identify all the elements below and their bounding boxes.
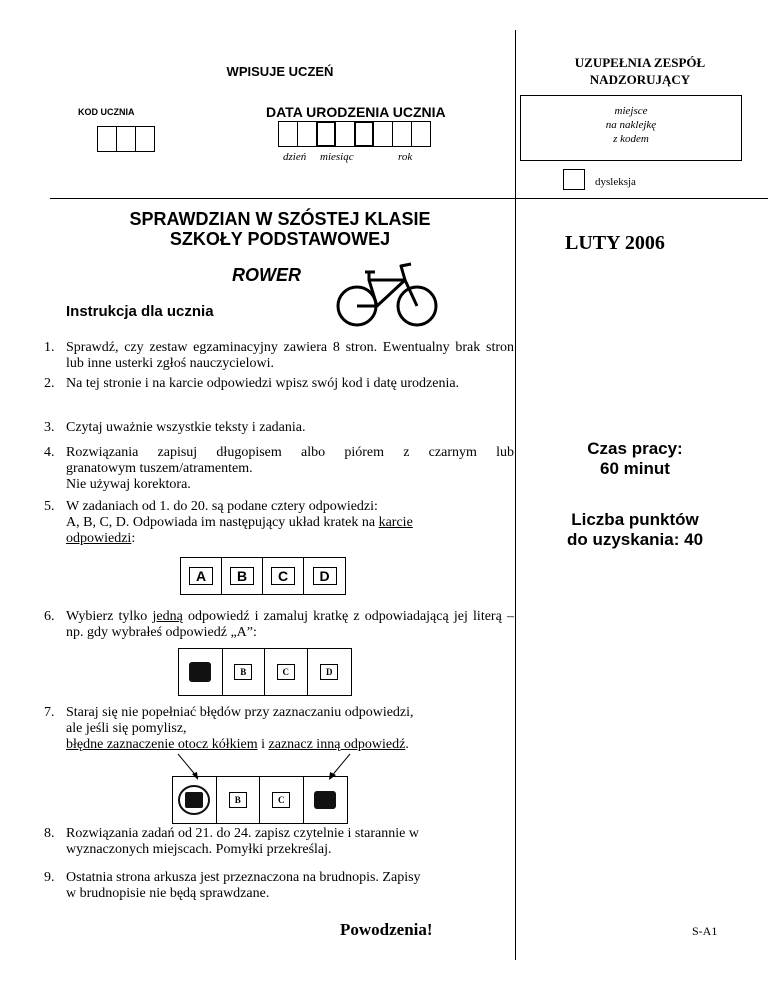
sheet-code: S-A1 (692, 924, 718, 938)
instruction-item-2: 2. Na tej stronie i na karcie odpowiedzi wpisz swój kod i datę urodzenia. (44, 376, 460, 391)
answer-grid-sample (180, 557, 346, 595)
filled-box-d (314, 791, 336, 809)
instruction-item-1: 1. Sprawdź, czy zestaw egzaminacyjny zawiera 8 stron. Ewentualny brak stron lub inne usterki zgłoś nauczycielowi. (44, 340, 514, 371)
instruction-item-4: 4. Rozwiązania zapisuj długopisem albo piórem z czarnym lub granatowym tuszem/atramentem. Nie używaj korektora. (44, 445, 514, 492)
answer-box-d: D (320, 664, 338, 680)
circled-filled-box-a (176, 783, 212, 817)
answer-cell (263, 558, 304, 594)
dyslexia-label: dysleksja (595, 176, 636, 188)
year-hint: rok (398, 151, 413, 163)
max-points: Liczba punktów do uzyskania: 40 (566, 510, 704, 549)
instruction-item-6: 6. Wybierz tylko jedną odpowiedź i zamaluj kratkę z odpowiadającą jej literą – np. gdy wybrałeś odpowiedź „A”: (44, 609, 514, 640)
date-box[interactable] (335, 121, 355, 147)
answer-cell (181, 558, 222, 594)
answer-cell (222, 558, 263, 594)
exam-time: Czas pracy: 60 minut (587, 439, 683, 478)
date-box[interactable] (297, 121, 317, 147)
date-box[interactable] (354, 121, 374, 147)
sticker-line2: na naklejkę (605, 119, 657, 131)
answer-box-b: B (234, 664, 252, 680)
day-hint: dzień (283, 151, 307, 163)
answer-cell (304, 558, 345, 594)
answer-box-c: C (277, 664, 295, 680)
team-fills-line1: UZUPEŁNIA ZESPÓŁ (574, 55, 706, 70)
sticker-line3: z kodem (613, 133, 649, 145)
answer-cell (217, 777, 261, 823)
vertical-divider (515, 30, 516, 960)
answer-box-c: C (272, 792, 290, 808)
code-box[interactable] (135, 126, 155, 152)
exam-title (80, 209, 480, 249)
good-luck-text: Powodzenia! (340, 920, 433, 939)
team-fills-line2: NADZORUJĄCY (589, 72, 691, 87)
code-box[interactable] (97, 126, 117, 152)
date-box[interactable] (411, 121, 431, 147)
student-fills-heading: WPISUJE UCZEŃ (226, 64, 334, 79)
date-box[interactable] (373, 121, 393, 147)
answer-box-d: D (313, 567, 337, 585)
answer-cell (173, 777, 217, 823)
instructions-heading: Instrukcja dla ucznia (66, 303, 214, 320)
birth-date-label: DATA URODZENIA UCZNIA (266, 104, 446, 120)
instruction-item-3: 3. Czytaj uważnie wszystkie teksty i zadania. (44, 420, 306, 435)
answer-box-a: A (189, 567, 213, 585)
bicycle-icon (335, 260, 439, 328)
instruction-item-9: 9. Ostatnia strona arkusza jest przeznaczona na brudnopis. Zapisy w brudnopisie nie będą sprawdzane. (44, 870, 421, 901)
horizontal-divider (50, 198, 768, 199)
exam-topic: ROWER (232, 265, 301, 285)
dyslexia-checkbox[interactable] (563, 169, 585, 190)
answer-cell (304, 777, 347, 823)
student-code-label: KOD UCZNIA (78, 107, 135, 117)
birth-date-boxes[interactable] (279, 121, 431, 147)
answer-box-b: B (229, 792, 247, 808)
exam-title-line2: SZKOŁY PODSTAWOWEJ (169, 229, 391, 249)
filled-box-a (189, 662, 211, 682)
answer-cell (223, 649, 266, 695)
instruction-item-5: 5. W zadaniach od 1. do 20. są podane cztery odpowiedzi: A, B, C, D. Odpowiada im następujący układ kratek na karcie odpowiedzi: (44, 499, 413, 546)
answer-box-c: C (271, 567, 295, 585)
exam-date: LUTY 2006 (565, 232, 665, 254)
filled-answer-sample (178, 648, 352, 696)
correction-sample (172, 776, 348, 824)
instruction-item-8: 8. Rozwiązania zadań od 21. do 24. zapisz czytelnie i starannie w wyznaczonych miejscach. Pomyłki przekreślaj. (44, 826, 419, 857)
answer-box-b: B (230, 567, 254, 585)
exam-title-line1: SPRAWDZIAN W SZÓSTEJ KLASIE (129, 209, 431, 229)
date-box[interactable] (392, 121, 412, 147)
answer-cell (308, 649, 351, 695)
date-box[interactable] (278, 121, 298, 147)
sticker-area (520, 95, 742, 161)
student-code-boxes[interactable] (98, 126, 155, 152)
sticker-line1: miejsce (614, 105, 648, 117)
date-box[interactable] (316, 121, 336, 147)
answer-cell (260, 777, 304, 823)
instruction-item-7: 7. Staraj się nie popełniać błędów przy zaznaczaniu odpowiedzi, ale jeśli się pomylisz, błędne zaznaczenie otocz kółkiem i zaznacz inną odpowiedź. (44, 705, 414, 752)
answer-cell (265, 649, 308, 695)
code-box[interactable] (116, 126, 136, 152)
answer-cell (179, 649, 223, 695)
month-hint: miesiąc (320, 151, 354, 163)
team-fills-heading (540, 54, 740, 88)
